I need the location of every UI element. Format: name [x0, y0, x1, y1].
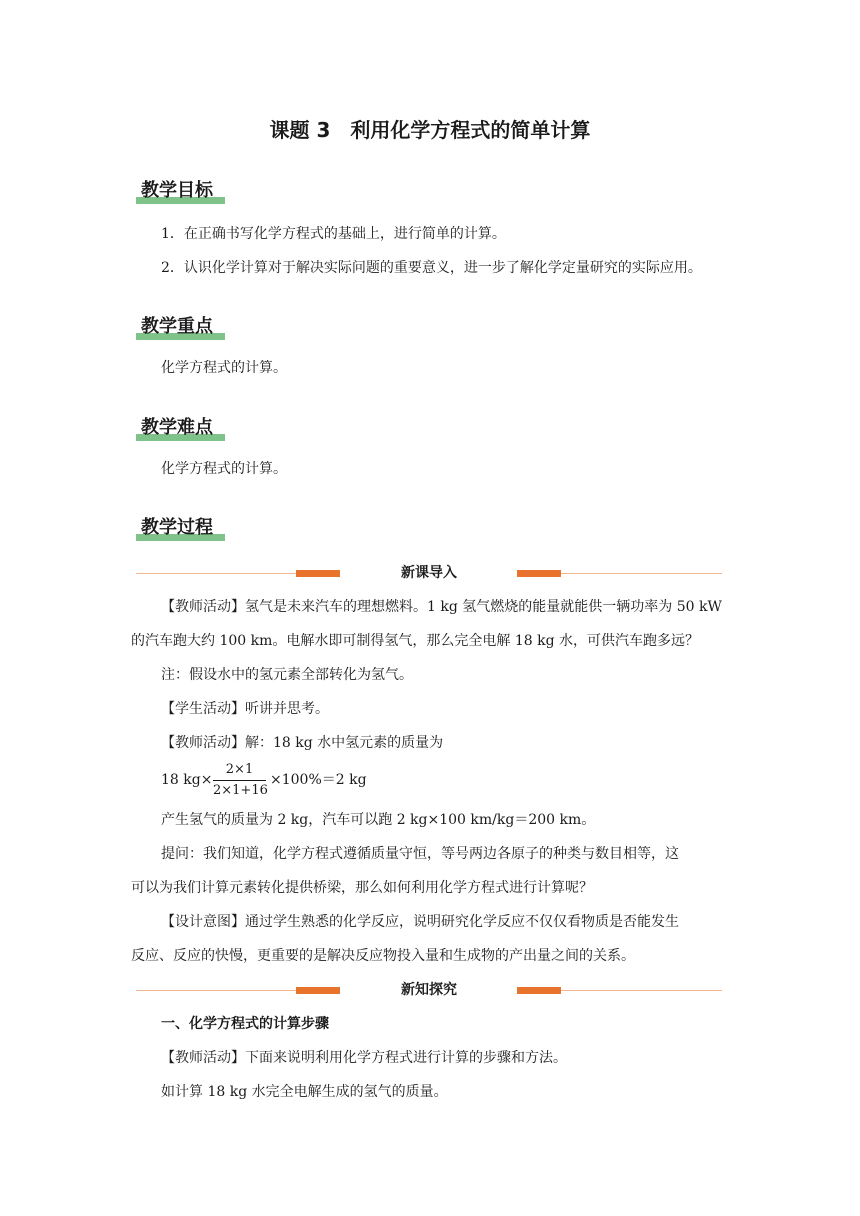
explore-teacher-activity: 【教师活动】下面来说明利用化学方程式进行计算的步骤和方法。 — [161, 1050, 567, 1066]
objective-item-2: 2．认识化学计算对于解决实际问题的重要意义，进一步了解化学定量研究的实际应用。 — [161, 260, 702, 276]
intro-question-line2: 可以为我们计算元素转化提供桥梁，那么如何利用化学方程式进行计算呢？ — [131, 880, 593, 896]
explore-subheading: 一、化学方程式的计算步骤 — [161, 1016, 329, 1032]
intro-student-activity: 【学生活动】听讲并思考。 — [161, 701, 329, 717]
formula-fraction — [213, 761, 266, 800]
section-heading-objectives — [136, 176, 218, 202]
intro-note: 注：假设水中的氢元素全部转化为氢气。 — [161, 667, 413, 683]
intro-design-line2: 反应、反应的快慢，更重要的是解决反应物投入量和生成物的产出量之间的关系。 — [131, 948, 635, 964]
formula-numerator: 2×1 — [225, 762, 254, 777]
intro-para1-line1: 【教师活动】氢气是未来汽车的理想燃料。1 kg 氢气燃烧的能量就能供一辆功率为 50 kW — [161, 599, 722, 615]
intro-design-line1: 【设计意图】通过学生熟悉的化学反应，说明研究化学反应不仅仅看物质是否能发生 — [161, 914, 679, 930]
divider-label: 新课导入 — [401, 565, 457, 581]
divider-intro — [136, 563, 722, 583]
key-points-text: 化学方程式的计算。 — [161, 360, 287, 376]
formula-denominator: 2×1+16 — [213, 783, 268, 798]
section-heading-label: 教学重点 — [141, 316, 213, 337]
section-heading-label: 教学难点 — [141, 417, 213, 438]
section-heading-process — [136, 513, 218, 539]
formula-prefix: 18 kg× — [161, 772, 213, 788]
section-heading-difficulties — [136, 413, 218, 439]
intro-teacher-solve: 【教师活动】解：18 kg 水中氢元素的质量为 — [161, 735, 444, 751]
objective-item-1: 1．在正确书写化学方程式的基础上，进行简单的计算。 — [161, 226, 506, 242]
divider-explore — [136, 980, 722, 1000]
divider-label: 新知探究 — [401, 982, 457, 998]
page-title: 课题 3 利用化学方程式的简单计算 — [269, 118, 591, 142]
section-heading-key-points — [136, 312, 218, 338]
intro-question-line1: 提问：我们知道，化学方程式遵循质量守恒，等号两边各原子的种类与数目相等，这 — [161, 846, 679, 862]
difficulties-text: 化学方程式的计算。 — [161, 461, 287, 477]
intro-result: 产生氢气的质量为 2 kg，汽车可以跑 2 kg×100 km/kg＝200 km。 — [161, 812, 596, 828]
formula-suffix: ×100%＝2 kg — [270, 772, 367, 788]
intro-para1-line2: 的汽车跑大约 100 km。电解水即可制得氢气，那么完全电解 18 kg 水，可供汽车跑多远？ — [131, 633, 699, 649]
explore-example: 如计算 18 kg 水完全电解生成的氢气的质量。 — [161, 1084, 448, 1100]
fraction-bar — [213, 780, 266, 781]
section-heading-label: 教学过程 — [141, 517, 213, 538]
section-heading-label: 教学目标 — [141, 180, 213, 201]
